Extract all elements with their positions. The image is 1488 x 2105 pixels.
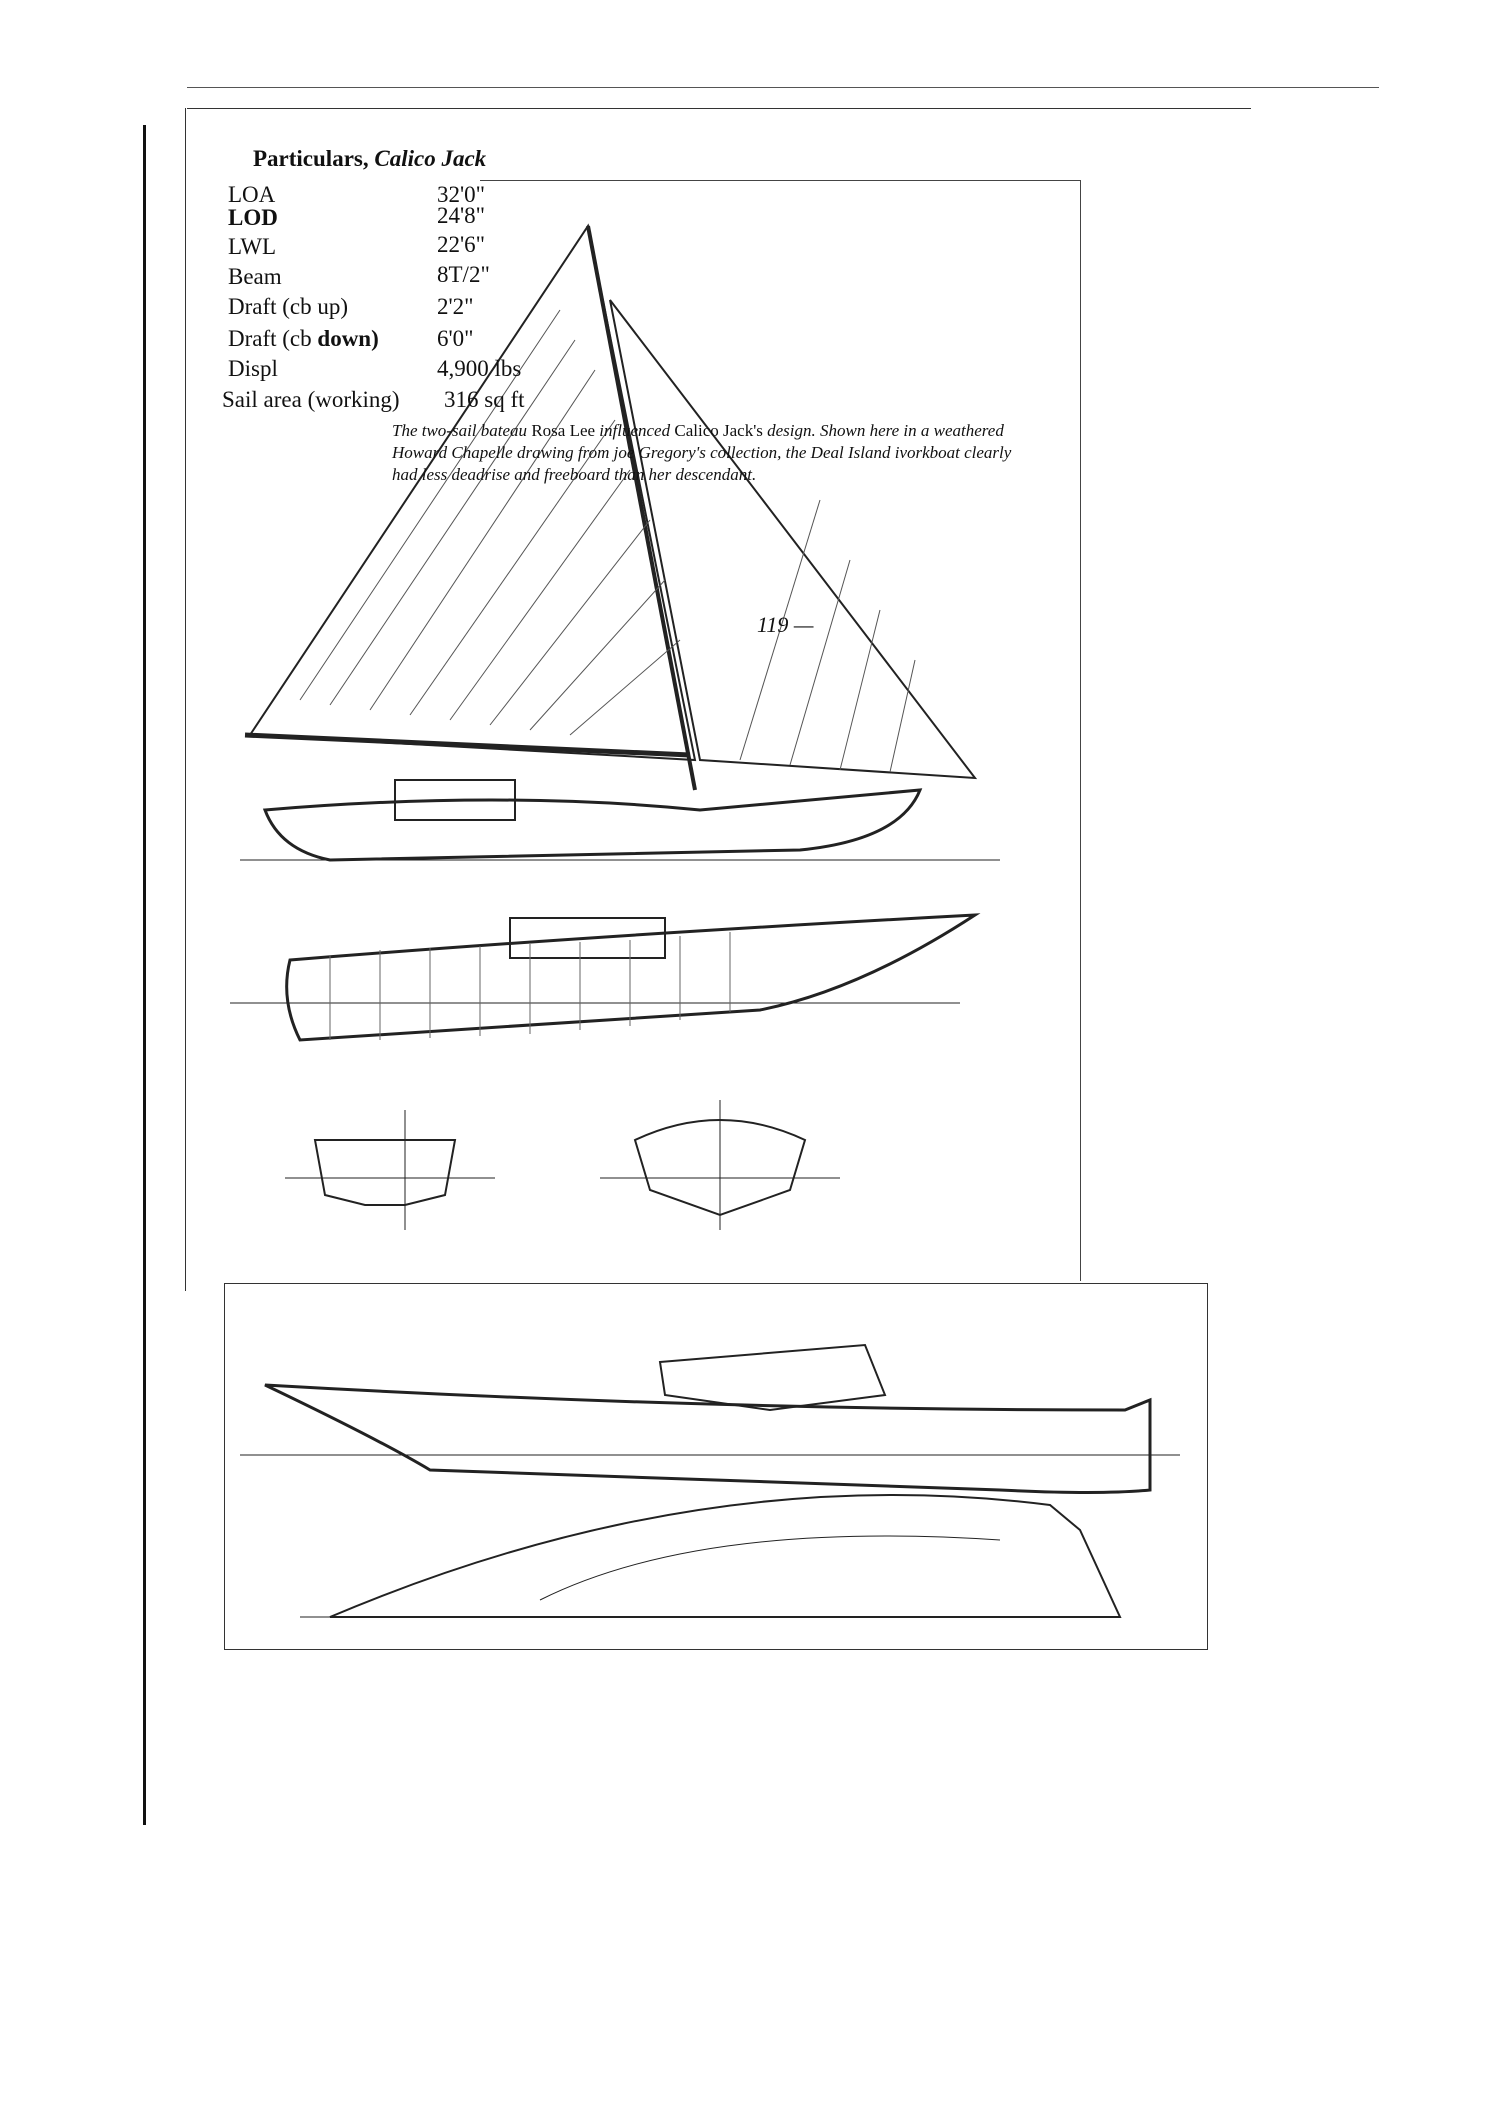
spec-label-loa: LOA <box>228 182 276 207</box>
spec-label-lwl: LWL <box>228 234 277 259</box>
spec-value-displ: 4,900 lbs <box>437 356 522 381</box>
hull-half-breadth <box>330 1495 1120 1617</box>
particulars-title: Particulars, Calico Jack <box>253 146 487 171</box>
figure-caption: The two-sail bateau Rosa Lee influenced Calico Jack's design. Shown here in a weathered Howard Chapelle drawing from joe Gregory's collection, the Deal Island ivorkboat clearly had less deadrise and freeboard than her descendant. <box>392 421 1012 484</box>
section-inset-lower <box>660 1345 885 1410</box>
spec-label-lod: LOD <box>228 205 278 230</box>
spec-value-loa: 32'0" <box>437 182 486 207</box>
spec-value-draft-cb-up: 2'2" <box>437 294 474 319</box>
spec-value-sail-area: 316 sq ft <box>444 387 525 412</box>
spec-label-draft-cb-down: Draft (cb down) <box>228 326 379 351</box>
page-number: 119 — <box>757 612 814 637</box>
jib <box>610 300 975 778</box>
spec-label-displ: Displ <box>228 356 278 381</box>
spec-value-lod: 24'8" <box>437 203 486 228</box>
hull-lines-profile <box>287 915 975 1040</box>
boom <box>245 735 690 755</box>
spec-label-draft-cb-up: Draft (cb up) <box>228 294 349 319</box>
spec-value-lwl: 22'6" <box>437 232 486 257</box>
spec-label-sail-area: Sail area (working) <box>222 387 400 412</box>
section-stern <box>315 1140 455 1205</box>
spec-value-draft-cb-down: 6'0" <box>437 326 474 351</box>
spec-value-beam: 8T/2" <box>437 262 490 287</box>
hull-profile-upper <box>265 790 920 860</box>
spec-label-beam: Beam <box>228 264 282 289</box>
